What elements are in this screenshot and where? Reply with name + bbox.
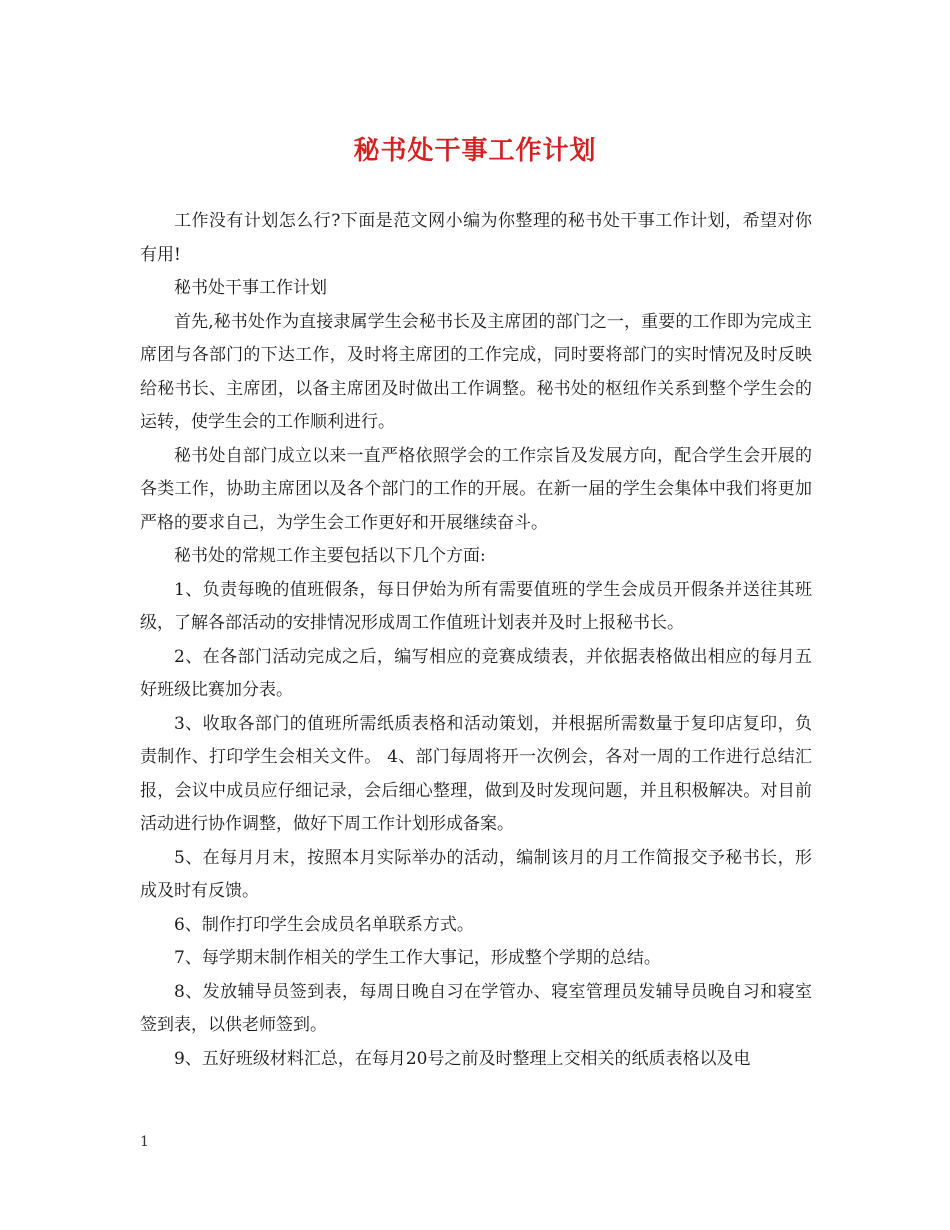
- paragraph-duties-heading: 秘书处的常规工作主要包括以下几个方面:: [174, 546, 486, 566]
- list-item-7: 7、每学期末制作相关的学生工作大事记，形成整个学期的总结。: [174, 948, 661, 968]
- paragraph-subtitle: 秘书处干事工作计划: [174, 278, 327, 298]
- paragraph-intro: 工作没有计划怎么行?下面是范文网小编为你整理的秘书处干事工作计划，希望对你有用!: [140, 211, 812, 265]
- paragraph-history: 秘书处自部门成立以来一直严格依照学会的工作宗旨及发展方向，配合学生会开展的各类工作，协助主席团以及各个部门的工作的开展。在新一届的学生会集体中我们将更加严格的要求自己，为学生会工作更好和开展继续奋斗。: [140, 445, 812, 533]
- page-number: 1: [140, 1134, 149, 1150]
- list-item-5: 5、在每月月末，按照本月实际举办的活动，编制该月的月工作简报交予秘书长，形成及时有反馈。: [140, 847, 812, 901]
- list-item-1: 1、负责每晚的值班假条，每日伊始为所有需要值班的学生会成员开假条并送往其班级，了解各部活动的安排情况形成周工作值班计划表并及时上报秘书长。: [140, 579, 812, 633]
- paragraph-role: 首先,秘书处作为直接隶属学生会秘书长及主席团的部门之一，重要的工作即为完成主席团与各部门的下达工作，及时将主席团的工作完成，同时要将部门的实时情况及时反映给秘书长、主席团，以备主席团及时做出工作调整。秘书处的枢纽作关系到整个学生会的运转，使学生会的工作顺利进行。: [140, 311, 812, 432]
- document-title: 秘书处干事工作计划: [353, 136, 597, 166]
- list-item-2: 2、在各部门活动完成之后，编写相应的竞赛成绩表，并依据表格做出相应的每月五好班级比赛加分表。: [140, 646, 812, 700]
- list-item-9: 9、五好班级材料汇总，在每月20号之前及时整理上交相关的纸质表格以及电: [174, 1048, 751, 1069]
- list-item-8: 8、发放辅导员签到表，每周日晚自习在学管办、寝室管理员发辅导员晚自习和寝室签到表，以供老师签到。: [140, 981, 812, 1035]
- list-item-6: 6、制作打印学生会成员名单联系方式。: [174, 914, 474, 935]
- list-item-3-4: 3、收取各部门的值班所需纸质表格和活动策划，并根据所需数量于复印店复印，负责制作、打印学生会相关文件。 4、部门每周将开一次例会，各对一周的工作进行总结汇报，会议中成员应仔细记录，会后细心整理，做到及时发现问题，并且积极解决。对目前活动进行协作调整，做好下周工作计划形成备案。: [140, 713, 812, 834]
- document-body: [140, 205, 812, 1076]
